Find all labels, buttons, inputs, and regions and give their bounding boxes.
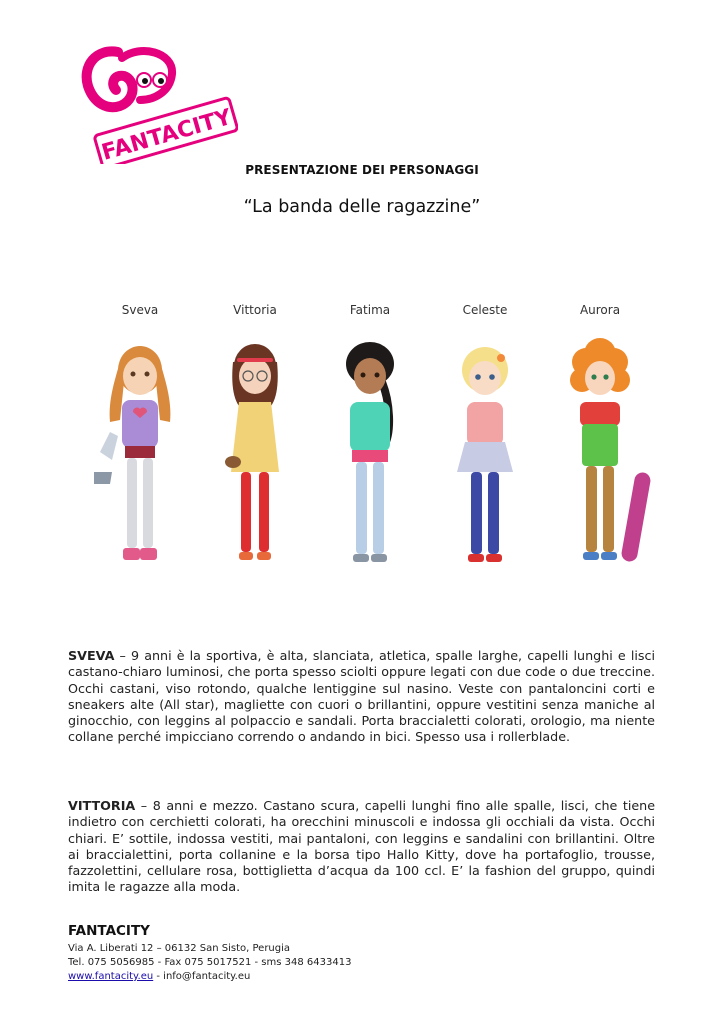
character-celeste-figure <box>425 322 545 592</box>
footer-web-line <box>68 970 351 984</box>
footer-separator: - <box>153 971 164 982</box>
character-lead: SVEVA <box>68 648 115 663</box>
footer-address: Via A. Liberati 12 – 06132 San Sisto, Perugia <box>68 943 291 954</box>
character-name: Sveva <box>121 303 159 317</box>
character-fatima-figure <box>310 322 430 592</box>
fantacity-logo <box>78 44 238 164</box>
characters-illustration <box>80 300 660 600</box>
character-fatima <box>310 300 430 600</box>
footer <box>68 923 351 984</box>
character-description-sveva <box>68 648 655 746</box>
character-sveva-figure <box>80 322 200 592</box>
character-sveva <box>80 300 200 600</box>
character-name: Fatima <box>349 303 391 317</box>
character-aurora-figure <box>540 322 660 592</box>
page-title: “La banda delle ragazzine” <box>243 197 481 217</box>
section-kicker: PRESENTAZIONE DEI PERSONAGGI <box>245 163 479 177</box>
website-link[interactable]: www.fantacity.eu <box>68 971 154 982</box>
footer-contacts: Tel. 075 5056985 - Fax 075 5017521 - sms 348 6433413 <box>68 957 352 968</box>
character-text: – 8 anni e mezzo. Castano scura, capelli lunghi fino alle spalle, lisci, che tiene indietro con cerchietti colorati, ha orecchini minuscoli e indossa gli occhiali da vista. Occhi chiari. E’ sottile, indossa vestiti, mai pantaloni, con leggins e sandalini con brillantini. Oltre ai braccialettini, porta collanine e la borsa tipo Hallo Kitty, dove ha portafoglio, trousse, fazzolettini, cellulare rosa, bottiglietta d’acqua da 100 ccl. E’ la fashion del gruppo, quindi imita le ragazze alla moda. <box>68 798 655 895</box>
character-name: Celeste <box>462 303 508 317</box>
character-aurora <box>540 300 660 600</box>
character-celeste <box>425 300 545 600</box>
character-description-vittoria <box>68 798 655 896</box>
footer-brand: FANTACITY <box>68 923 150 939</box>
logo-text: FANTACITY <box>99 104 235 164</box>
character-name: Aurora <box>579 303 621 317</box>
character-lead: VITTORIA <box>68 798 136 813</box>
character-name: Vittoria <box>233 303 277 317</box>
character-vittoria <box>195 300 315 600</box>
footer-email: info@fantacity.eu <box>163 971 251 982</box>
character-vittoria-figure <box>195 322 315 592</box>
character-text: – 9 anni è la sportiva, è alta, slanciata, atletica, spalle larghe, capelli lunghi e lisci castano-chiaro luminosi, che porta spesso sciolti oppure legati con due code o due treccine. Occhi castani, viso rotondo, qualche lentiggine sul nasino. Veste con pantaloncini corti e sneakers alte (All star), magliette con cuori o brillantini, oppure vestitini senza maniche al ginocchio, con leggins al polpaccio e sandali. Porta braccialetti colorati, orologio, ma niente collane perché impicciano correndo o andando in bici. Spesso usa i rollerblade. <box>68 648 655 745</box>
